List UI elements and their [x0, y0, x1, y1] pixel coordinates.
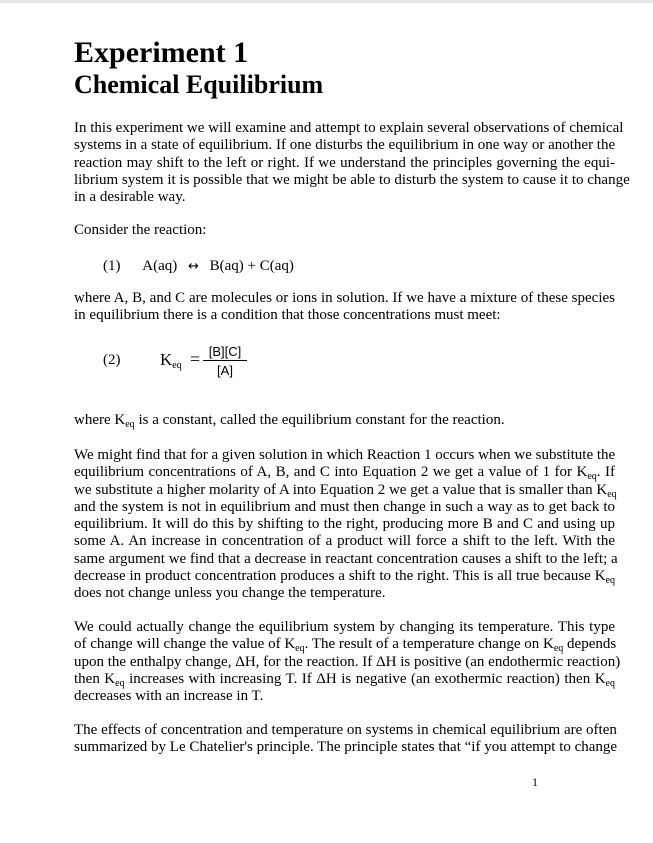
text-span: . If	[596, 464, 615, 481]
text-span: then K	[74, 670, 116, 687]
subscript: eq	[587, 471, 597, 483]
denominator: [A]	[217, 363, 233, 378]
text-line: some A. An increase in concentration of a product will force a shift to the left. With the	[74, 533, 615, 550]
page-subtitle: Chemical Equilibrium	[74, 70, 324, 99]
subscript: eq	[605, 575, 615, 587]
consider-line: Consider the reaction:	[74, 222, 207, 238]
text-span: . The result of a temperature change on K	[304, 636, 554, 653]
text-line: does not change unless you change the temperature.	[74, 585, 386, 602]
text-line: decreases with an increase in T.	[74, 688, 264, 705]
fraction-bar	[203, 360, 247, 361]
text-line: In this experiment we will examine and attempt to explain several observations of chemical	[74, 120, 624, 136]
numerator: [B][C]	[208, 344, 242, 359]
species-paragraph	[74, 290, 615, 325]
text-line: reaction may shift to the left or right. If we understand the principles governing the equi-	[74, 154, 615, 171]
equals-sign: =	[190, 349, 201, 369]
text-line	[74, 568, 615, 585]
subscript: eq	[607, 488, 617, 500]
text-line: and the system is not in equilibrium and must then change in such a way as to get back to	[74, 498, 615, 515]
equation-number: (1)	[103, 258, 121, 274]
text-span: of change will change the value of K	[74, 636, 296, 653]
equation-number: (2)	[103, 352, 121, 368]
text-line: where A, B, and C are molecules or ions in solution. If we have a mixture of these species	[74, 290, 615, 306]
text-span: where K	[74, 412, 126, 428]
text-span: is a constant, called the equilibrium constant for the reaction.	[134, 412, 505, 428]
text-line: upon the enthalpy change, ΔH, for the reaction. If ΔH is positive (an endothermic reaction)	[74, 653, 621, 670]
text-line: systems in a state of equilibrium. If one disturbs the equilibrium in one way or another the	[74, 137, 616, 154]
text-line: The effects of concentration and temperature on systems in chemical equilibrium are often	[74, 722, 617, 738]
equation-1	[103, 258, 294, 275]
equilibrium-arrow: ↔	[187, 259, 199, 274]
text-span: equilibrium concentrations of A, B, and C into Equation 2 we get a value of 1 for K	[74, 464, 588, 481]
text-span: increases with increasing T. If ΔH is negative (an exothermic reaction) then K	[124, 670, 606, 687]
text-line: librium system it is possible that we might be able to disturb the system to cause it to change	[74, 171, 630, 188]
text-span: depends	[563, 636, 617, 653]
le-chatelier-paragraph	[74, 722, 618, 757]
page-number: 1	[532, 775, 538, 789]
subscript: eq	[125, 419, 135, 430]
text-span: we substitute a higher molarity of A into Equation 2 we get a value that is smaller than K	[74, 481, 608, 498]
subscript: eq	[115, 677, 125, 689]
keq-definition	[74, 412, 505, 429]
text-line: in equilibrium there is a condition that those concentrations must meet:	[74, 307, 501, 324]
text-line	[74, 636, 615, 653]
fraction	[203, 344, 247, 378]
text-line: in a desirable way.	[74, 189, 186, 206]
text-span: decrease in product concentration produces a shift to the right. This is all true because K	[74, 568, 606, 585]
k-letter: K	[160, 350, 173, 369]
subscript: eq	[295, 643, 305, 655]
intro-paragraph	[74, 120, 630, 206]
temperature-paragraph	[74, 619, 621, 705]
reactant: A(aq)	[142, 258, 178, 274]
text-line: We could actually change the equilibrium system by changing its temperature. This type	[74, 619, 615, 635]
text-line: equilibrium. It will do this by shifting to the right, producing more B and C and using up	[74, 516, 615, 533]
keq-symbol	[160, 350, 182, 370]
text-line: We might find that for a given solution in which Reaction 1 occurs when we substitute the	[74, 447, 616, 463]
text-line: same argument we find that a decrease in reactant concentration causes a shift to the left; a	[74, 550, 618, 567]
products: B(aq) + C(aq)	[209, 258, 294, 274]
page-title: Experiment 1	[74, 36, 249, 69]
k-subscript: eq	[172, 360, 182, 371]
text-line: summarized by Le Chatelier's principle. The principle states that “if you attempt to change	[74, 739, 618, 756]
subscript: eq	[553, 643, 564, 655]
concentration-paragraph	[74, 447, 618, 603]
text-line	[74, 482, 615, 499]
text-line	[74, 671, 615, 688]
subscript: eq	[605, 677, 615, 689]
text-line	[74, 464, 615, 481]
